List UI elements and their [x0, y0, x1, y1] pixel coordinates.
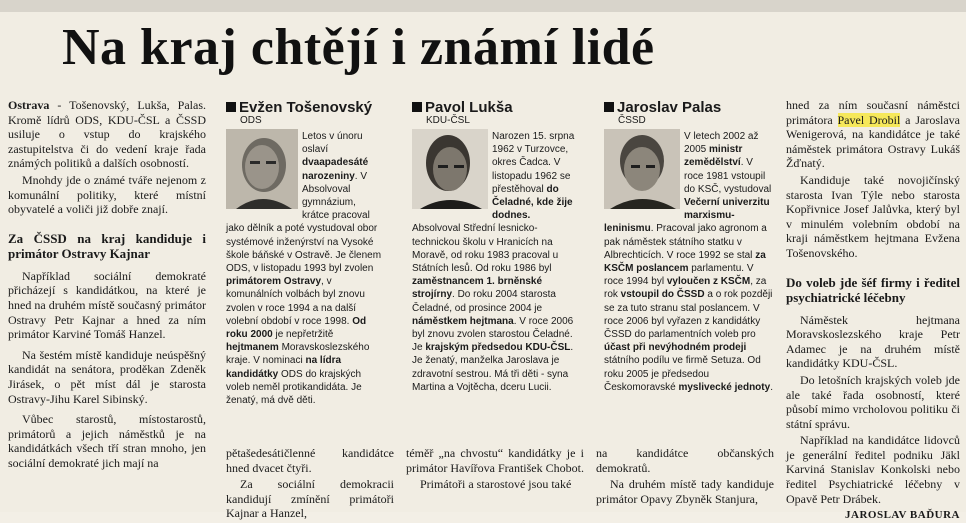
dateline: Ostrava — [8, 98, 50, 112]
candidate-party: ODS — [240, 115, 262, 126]
paragraph: Například na kandidátce lidovců je generální ředitel podniku Jäkl Karviná Stanislav Konkolski nebo ředitel Psychiatrické léčebny v Opavě Petr Drábek. — [786, 433, 960, 506]
paragraph: téměř „na chvostu“ kandidátky je i primátor Havířova František Chobot. — [406, 446, 584, 475]
article-column-1 — [8, 98, 206, 472]
byline: JAROSLAV BAĎURA — [845, 509, 960, 522]
candidate-name-tosenovsky: Evžen Tošenovský — [226, 99, 372, 116]
paragraph: Kandiduje také novojičínský starosta Ivan Týle nebo starosta Kopřivnice Josef Jalůvka, který byl v minulém volebním období na kraji náměstkem hejtmana Evžena Tošenovského. — [786, 172, 960, 260]
article-column-4 — [596, 446, 774, 508]
candidate-bio-tosenovsky: Letos v únoru oslaví dvaapadesáté narozeniny. V Absolvoval gymnázium, krátce pracoval jako dělník a poté vystudoval obor systémové inženýrství na Vysoké škole báňské v Ostravě. Je členem ODS, v listopadu 1993 byl zvolen primátorem Ostravy, v komunálních volbách byl znovu zvolen v roce 1994 a na další volební období v roce 1998. Od roku 2000 je nepřetržitě hejtmanem Moravskoslezského kraje. V nominaci na lídra kandidátky ODS do krajských voleb neměl protikandidáta. Je ženatý, má dvě děti. — [226, 131, 382, 407]
candidate-bio-palas: V letech 2002 až 2005 ministr zemědělství. V roce 1981 vstoupil do KSČ, vystudoval Večerní univerzitu marxismu-leninismu. Pracoval jako agronom a pak náměstek státního statku v Albrechticích. V roce 1992 se stal za KSČM poslancem parlamentu. V roce 1994 byl vyloučen z KSČM, za rok vstoupil do ČSSD a o rok později se za tuto stranu stal poslancem. V roce 2006 byl vyřazen z kandidátky ČSSD do parlamentních voleb pro účast při nevýhodném prodeji státního podílu ve firmě Setuza. Od roku 2005 je předsedou Českomoravské myslivecké jednoty. — [604, 131, 773, 393]
paragraph: Například sociální demokraté přicházejí s kandidátkou, na které je hned na druhém místě současný primátor Ostravy Petr Kajnar a hned za ním primátor Karviné Tomáš Hanzel. — [8, 268, 206, 342]
article-column-5: hned za ním současní náměstci primátora Pavel Drobil a Jaroslava Wenigerová, na kandidátce je také náměstek primátora Ostravy Lukáš Žďnatý. Kandiduje také novojičínský starosta Ivan Týle nebo starosta Kopřivnice Josef Jalůvka, který byl v minulém volebním období na kraji náměstkem hejtmana Evžena Tošenovského. Do voleb jde šéf firmy i ředitel psychiatrické léčebny Náměstek hejtmana Moravskoslezského kraje Petr Adamec je na druhém místě kandidátky KDU-ČSL. Do letošních krajských voleb jde ale také řada osobností, které působí mimo vrcholovou politiku či státní správu. Například na kandidátce lidovců je generální ředitel podniku Jäkl Karviná Stanislav Konkolski nebo ředitel Psychiatrické léčebny v Opavě Petr Drábek. JAROSLAV BAĎURA — [786, 98, 960, 522]
paragraph: Za sociální demokracii kandidují zmínění primátoři Kajnar a Hanzel, — [226, 477, 394, 521]
paragraph: pětašedesátičlenné kandidátce hned dvacet čtyři. — [226, 446, 394, 475]
candidate-party: ČSSD — [618, 115, 646, 126]
paragraph: Na šestém místě kandiduje neúspěšný kandidát na senátora, proděkan Zdeněk Jirásek, o pět míst dál je starosta Ostravy-Jihu Karel Sibinský. — [8, 347, 206, 406]
article-column-2 — [226, 446, 394, 523]
candidate-name-palas: Jaroslav Palas — [604, 99, 721, 116]
candidate-bio-luksa: Narozen 15. srpna 1962 v Turzovce, okres Čadca. V listopadu 1962 se přestěhoval do Čeladné, kde žije dodnes. Absolvoval Střední lesnicko-technickou školu v Hranicích na Moravě, od roku 1983 pracoval u Státních lesů. Od roku 1986 byl zaměstnancem 1. brněnské strojírny. Do roku 2004 starosta Čeladné, od prosince 2004 je náměstkem hejtmana. V roce 2006 byl znovu zvolen starostou Čeladné. Je krajským předsedou KDU-ČSL. Je ženatý, manželka Jaroslava je zdravotní sestrou. Má tři děti - syna Martina a Vojtěcha, dceru Lucii. — [412, 131, 575, 393]
paragraph: Náměstek hejtmana Moravskoslezského kraje Petr Adamec je na druhém místě kandidátky KDU-ČSL. — [786, 312, 960, 371]
candidate-party: KDU-ČSL — [426, 115, 470, 126]
paragraph: Na druhém místě tady kandiduje primátor Opavy Zbyněk Stanjura, — [596, 477, 774, 506]
paragraph: Do letošních krajských voleb jde ale také řada osobností, které působí mimo vrcholovou politiku či státní správu. — [786, 372, 960, 431]
lead-paragraph: - Tošenovský, Lukša, Palas. Kromě lídrů ODS, KDU-ČSL a ČSSD usiluje o vstup do krajského zastupitelstva či do vedení kraje řada známých politiků a dalších osobností. — [8, 98, 206, 171]
paragraph: na kandidátce občanských demokratů. — [596, 446, 774, 475]
candidate-name-luksa: Pavol Lukša — [412, 99, 513, 116]
subheading: Do voleb jde šéf firmy i ředitel psychiatrické léčebny — [786, 274, 960, 305]
article-column-3 — [406, 446, 584, 494]
paragraph: Primátoři a starostové jsou také — [420, 477, 572, 492]
highlighted-name: Pavel Drobil — [837, 112, 901, 127]
subheading: Za ČSSD na kraj kandiduje i primátor Ostravy Kajnar — [8, 230, 206, 261]
headline: Na kraj chtějí i známí lidé — [62, 19, 655, 76]
paragraph: Vůbec starostů, místostarostů, primátorů a jejich náměstků je na kandidátkách všech tří stran mnoho, jen sociální demokraté jich mají na — [8, 412, 206, 470]
paragraph: Mnohdy jde o známé tváře nejenom z komunální politiky, které místní obyvatelé a voliči již dobře znají. — [8, 172, 206, 217]
